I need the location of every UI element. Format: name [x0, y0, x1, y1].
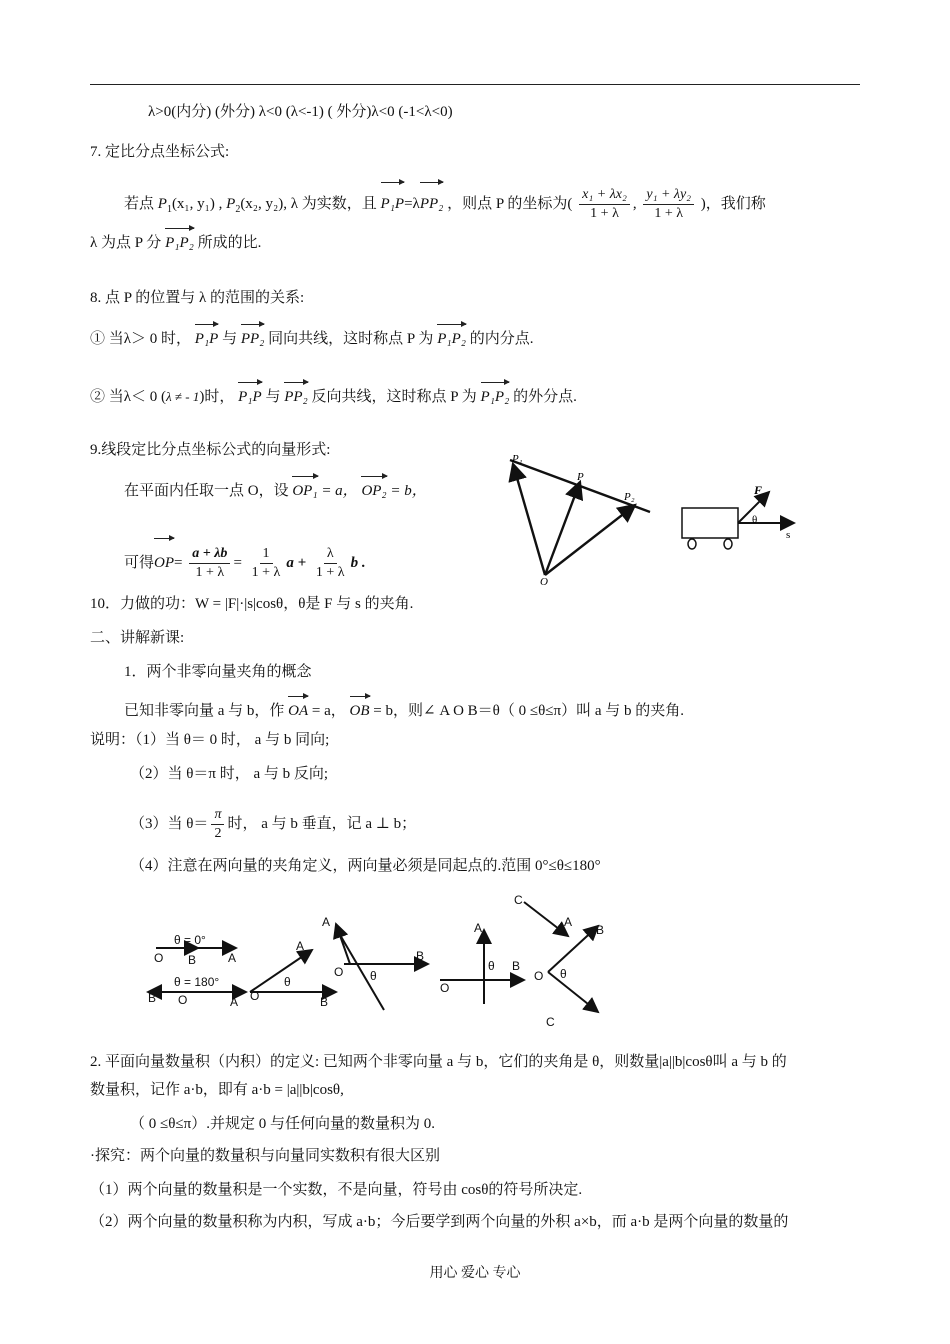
label-p: P	[577, 471, 584, 483]
note-1: 说明：（1）当 θ＝ 0 时， a 与 b 同向;	[90, 732, 330, 748]
note-4: （4）注意在两向量的夹角定义，两向量必须是同起点的.范围 0°≤θ≤180°	[130, 858, 601, 874]
svg-text:F: F	[754, 483, 763, 497]
subheading-1: 1．两个非零向量夹角的概念	[124, 664, 312, 680]
section-10: 10．力做的功：W = |F|·|s|cosθ，θ是 F 与 s 的夹角.	[90, 596, 414, 612]
svg-text:θ: θ	[284, 975, 291, 989]
definition-2-line3: （ 0 ≤θ≤π）.并规定 0 与任何向量的数量积为 0.	[130, 1116, 435, 1132]
cart-force-figure	[672, 478, 802, 558]
svg-text:C: C	[546, 1015, 555, 1029]
svg-text:O: O	[178, 993, 188, 1007]
explore-point-2: （2）两个向量的数量积称为内积，写成 a·b；今后要学到两个向量的外积 a×b，而 a·b 是两个向量的数量的	[90, 1214, 789, 1230]
section-7-formula: 若点 $P_1(x_1$, y₁) , $P_2(x_2$, y₂), λ 为实数，且 P₁P=λPP₂ ，则点 P 的坐标为( $\frac{\text{x₁ + λx₂}}{1 + \lambda}$ , $\frac{\text{y₁ + λy₂}}{1 + \lambda}$ )，我们称	[124, 180, 766, 227]
vector-PP2: PP₂	[420, 180, 444, 221]
svg-text:A: A	[564, 915, 573, 929]
svg-text:O: O	[440, 981, 450, 995]
svg-text:A: A	[322, 915, 331, 929]
explore-point-1: （1）两个向量的数量积是一个实数，不是向量，符号由 cosθ的符号所决定.	[90, 1182, 583, 1198]
svg-text:θ = 180°: θ = 180°	[174, 975, 220, 989]
svg-text:θ: θ	[370, 969, 377, 983]
label-p2: P₂	[624, 491, 635, 503]
svg-text:O: O	[250, 989, 260, 1003]
svg-text:θ: θ	[752, 514, 758, 526]
svg-text:O: O	[334, 965, 344, 979]
section-9-title: 9.线段定比分点坐标公式的向量形式:	[90, 442, 331, 458]
section-7-title: 7. 定比分点坐标公式:	[90, 144, 230, 160]
top-rule	[90, 84, 860, 85]
angle-cases-figure	[140, 888, 620, 1038]
part-2-heading: 二、讲解新课:	[90, 630, 185, 646]
svg-text:θ = 0°: θ = 0°	[174, 933, 206, 947]
svg-text:B: B	[596, 923, 605, 937]
section-9-line2: 可得OP= $\frac{a + \lambda b}{1 + \lambda}$ = $\frac{1}{1 + \lambda}$ a + $\frac{\lambda}{1 + \lambda}$ b .	[124, 536, 366, 583]
svg-text:B: B	[512, 959, 521, 973]
section-8-case1: ① 当λ＞ 0 时， P₁P 与 PP₂ 同向共线，这时称点 P 为 P₁P₂ 的内分点.	[90, 322, 533, 349]
section-8-case2: ② 当λ＜ 0 (λ ≠ - 1)时， P₁P 与 PP₂ 反向共线，这时称点 P 为 P₁P₂ 的外分点.	[90, 380, 577, 407]
fraction-y: $\frac{\text{y₁ + λy₂}}{1 + \lambda}$	[643, 186, 694, 223]
svg-text:s: s	[786, 529, 791, 541]
definition-2-line1: 2. 平面向量数量积（内积）的定义: 已知两个非零向量 a 与 b，它们的夹角是 θ，则数量|a||b|cosθ叫 a 与 b 的	[90, 1054, 787, 1070]
triangle-division-figure	[490, 450, 660, 590]
svg-text:B: B	[148, 991, 157, 1005]
note-2: （2）当 θ＝π 时， a 与 b 反向;	[130, 766, 329, 782]
line-p1-p2	[510, 460, 650, 512]
svg-text:θ: θ	[560, 967, 567, 981]
page-footer: 用心 爱心 专心	[429, 1266, 521, 1281]
svg-text:A: A	[474, 921, 483, 935]
svg-text:B: B	[188, 953, 197, 967]
vector-o-p1	[513, 464, 545, 575]
svg-text:O: O	[154, 951, 164, 965]
svg-text:B: B	[320, 995, 329, 1009]
svg-text:A: A	[228, 951, 237, 965]
svg-text:B: B	[416, 949, 425, 963]
svg-text:A: A	[230, 995, 239, 1009]
explore-heading: ·探究：两个向量的数量积与向量同实数积有很大区别	[90, 1148, 440, 1164]
angle-definition: 已知非零向量 a 与 b，作 OA = a， OB = b，则∠ A O B＝θ（ 0 ≤θ≤π）叫 a 与 b 的夹角.	[124, 694, 684, 721]
fraction-x: $\frac{\text{x₁ + λx₂}}{1 + \lambda}$	[579, 186, 630, 223]
svg-text:C: C	[514, 893, 523, 907]
svg-text:O: O	[534, 969, 544, 983]
vector-P1P2: P₁P₂	[165, 226, 194, 253]
label-o: O	[540, 576, 548, 588]
svg-text:A: A	[296, 939, 305, 953]
definition-2-line2: 数量积，记作 a·b，即有 a·b = |a||b|cosθ,	[90, 1082, 344, 1098]
label-p1: P₁	[512, 453, 523, 465]
vector-P1P: P₁P	[381, 180, 405, 221]
section-9-line1: 在平面内任取一点 O，设 OP₁ = a， OP₂ = b，	[124, 474, 427, 501]
note-3: （3）当 θ＝ $\frac{\pi}{2}$ 时， a 与 b 垂直，记 a ⊥ b；	[130, 807, 417, 842]
header-line: λ>0(内分) (外分) λ<0 (λ<-1) ( 外分)λ<0 (-1<λ<0)	[148, 104, 453, 120]
svg-text:θ: θ	[488, 959, 495, 973]
section-8-title: 8. 点 P 的位置与 λ 的范围的关系:	[90, 290, 305, 306]
section-7-line2: λ 为点 P 分 P₁P₂ 所成的比.	[90, 226, 261, 253]
cart-body	[682, 508, 738, 538]
